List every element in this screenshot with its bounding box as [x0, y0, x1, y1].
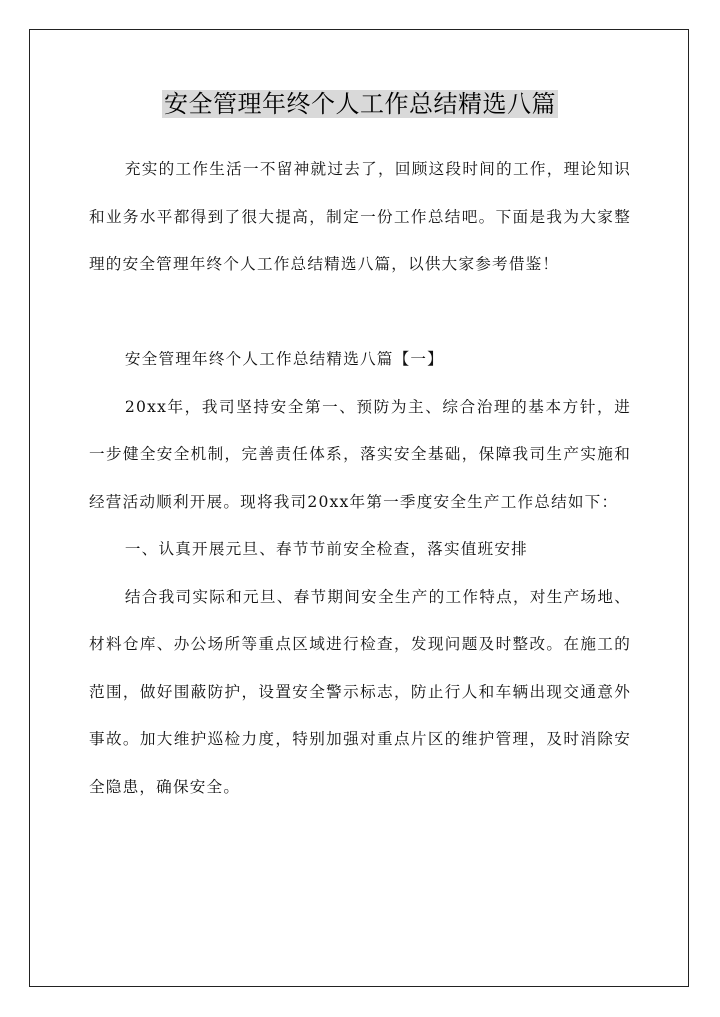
document-body [89, 146, 631, 811]
intro-paragraph: 充实的工作生活一不留神就过去了，回顾这段时间的工作，理论知识和业务水平都得到了很大提高，制定一份工作总结吧。下面是我为大家整理的安全管理年终个人工作总结精选八篇，以供大家参考借鉴！ [89, 160, 631, 273]
paragraph-2: 结合我司实际和元旦、春节期间安全生产的工作特点，对生产场地、材料仓库、办公场所等重点区域进行检查，发现问题及时整改。在施工的范围，做好围蔽防护，设置安全警示标志，防止行人和车辆出现交通意外事故。加大维护巡检力度，特别加强对重点片区的维护管理，及时消除安全隐患，确保安全。 [89, 587, 631, 796]
paragraph-1: 20xx年，我司坚持安全第一、预防为主、综合治理的基本方针，进一步健全安全机制，完善责任体系，落实安全基础，保障我司生产实施和经营活动顺利开展。现将我司20xx年第一季度安全生产工作总结如下： [89, 397, 631, 511]
subheading-1: 一、认真开展元旦、春节节前安全检查，落实值班安排 [124, 540, 528, 558]
document-title: 安全管理年终个人工作总结精选八篇 [164, 90, 556, 118]
paragraph-gap [89, 289, 631, 337]
document-title-block [0, 86, 720, 122]
section-heading: 安全管理年终个人工作总结精选八篇【一】 [124, 350, 444, 368]
